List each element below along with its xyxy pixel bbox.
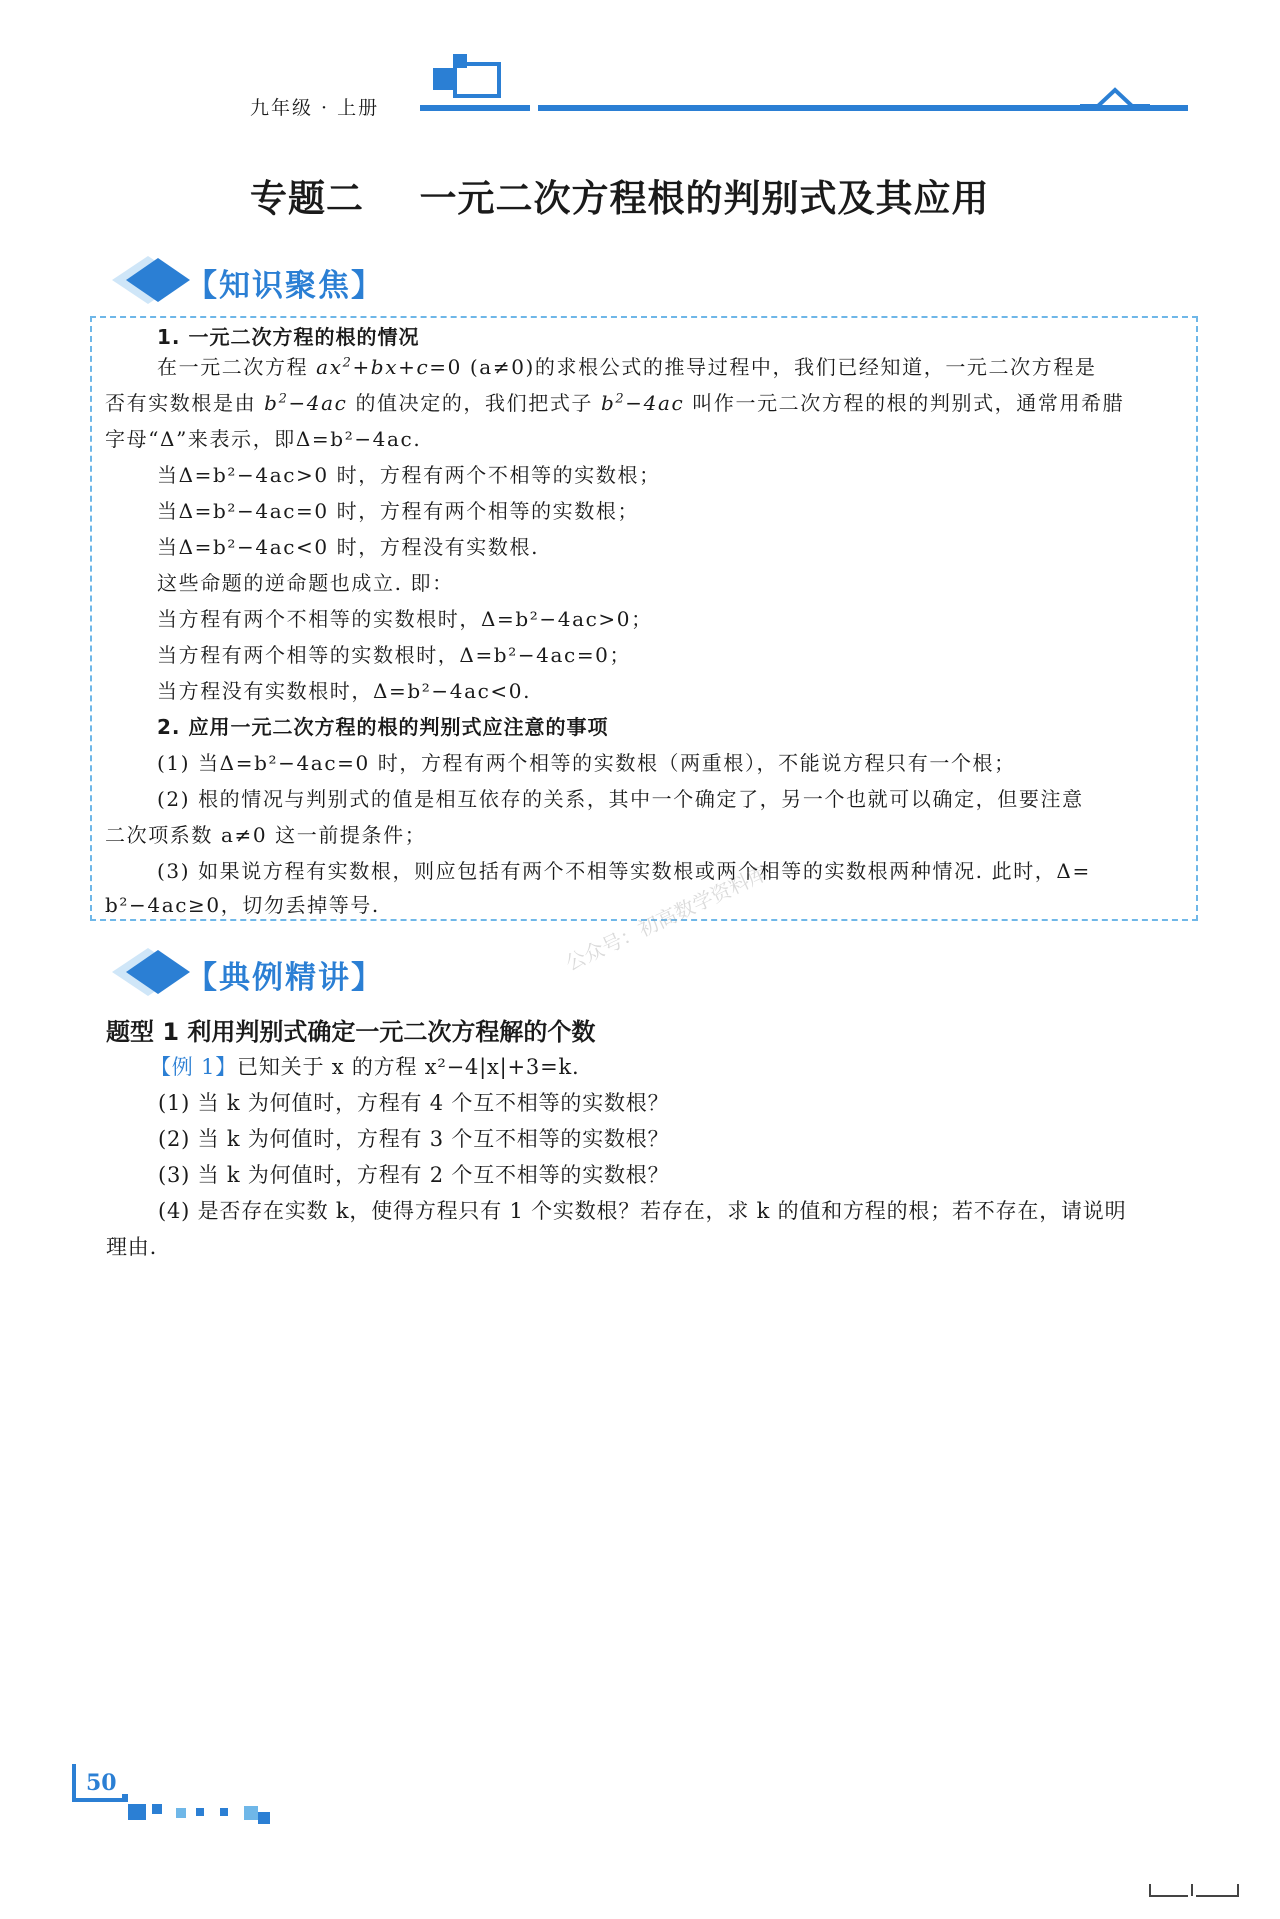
- header-rule: [420, 102, 1188, 112]
- knowledge-para-line: 否有实数根是由 $b^2-4ac$ 的值决定的，我们把式子 $b^2-4ac$ 叫作一元二次方程的根的判别式，通常用希腊: [105, 391, 1125, 415]
- banner-diamond-icon: [108, 252, 198, 308]
- knowledge-note-line: 二次项系数 a≠0 这一前提条件；: [105, 823, 427, 847]
- knowledge-case-line: 当Δ=b²−4ac>0 时，方程有两个不相等的实数根；: [157, 463, 661, 487]
- knowledge-heading-1: 1. 一元二次方程的根的情况: [157, 325, 420, 349]
- banner-diamond-icon: [108, 944, 198, 1000]
- page-number: 50: [86, 1770, 117, 1796]
- example-question: (4) 是否存在实数 k，使得方程只有 1 个实数根？若存在，求 k 的值和方程的根；若不存在，请说明: [158, 1199, 1127, 1223]
- knowledge-note-line: b²−4ac≥0，切勿丢掉等号.: [105, 893, 380, 917]
- knowledge-heading-2: 2. 应用一元二次方程的根的判别式应注意的事项: [157, 715, 609, 739]
- knowledge-note-line: (3) 如果说方程有实数根，则应包括有两个不相等实数根或两个相等的实数根两种情况. 此时，Δ=: [157, 859, 1091, 883]
- footer-decoration-squares: [72, 1802, 292, 1842]
- example-tag: 【例 1】: [150, 1055, 238, 1079]
- section-banner-knowledge: [108, 252, 428, 308]
- example-stem: 【例 1】已知关于 x 的方程 x²−4|x|+3=k.: [150, 1055, 580, 1079]
- watermark: 公众号：初高数学资料库: [561, 860, 772, 976]
- section-banner-examples: [108, 944, 428, 1000]
- page-title: 专题二 一元二次方程根的判别式及其应用: [250, 177, 990, 220]
- knowledge-case-line: 当方程没有实数根时，Δ=b²−4ac<0.: [157, 679, 532, 703]
- section-title-knowledge: 【知识聚焦】: [186, 268, 384, 304]
- example-question: (3) 当 k 为何值时，方程有 2 个互不相等的实数根？: [158, 1163, 670, 1187]
- header-grade: 九年级 · 上册: [250, 97, 380, 119]
- example-question: 理由.: [106, 1235, 158, 1259]
- knowledge-case-line: 当Δ=b²−4ac<0 时，方程没有实数根.: [157, 535, 540, 559]
- corner-mark-icon: [1148, 1880, 1248, 1900]
- section-title-examples: 【典例精讲】: [186, 960, 384, 996]
- question-type-title: 题型 1 利用判别式确定一元二次方程解的个数: [106, 1018, 596, 1046]
- knowledge-case-line: 当方程有两个相等的实数根时，Δ=b²−4ac=0；: [157, 643, 632, 667]
- page-number-box: [72, 1764, 128, 1802]
- knowledge-para-line: 在一元二次方程 $ax^2+bx+c=0$ (a≠0)的求根公式的推导过程中，我们已经知道，一元二次方程是: [157, 355, 1097, 379]
- header-rule-peak: [1080, 84, 1150, 108]
- knowledge-case-line: 这些命题的逆命题也成立. 即：: [157, 571, 454, 595]
- knowledge-para-line: 字母“Δ”来表示，即Δ=b²−4ac.: [105, 427, 422, 451]
- knowledge-note-line: (2) 根的情况与判别式的值是相互依存的关系，其中一个确定了，另一个也就可以确定，但要注意: [157, 787, 1084, 811]
- example-question: (1) 当 k 为何值时，方程有 4 个互不相等的实数根？: [158, 1091, 670, 1115]
- example-question: (2) 当 k 为何值时，方程有 3 个互不相等的实数根？: [158, 1127, 670, 1151]
- knowledge-case-line: 当Δ=b²−4ac=0 时，方程有两个相等的实数根；: [157, 499, 640, 523]
- knowledge-case-line: 当方程有两个不相等的实数根时，Δ=b²−4ac>0；: [157, 607, 653, 631]
- header-logo-squares: [433, 54, 503, 102]
- knowledge-note-line: (1) 当Δ=b²−4ac=0 时，方程有两个相等的实数根（两重根），不能说方程只有一个根；: [157, 751, 1016, 775]
